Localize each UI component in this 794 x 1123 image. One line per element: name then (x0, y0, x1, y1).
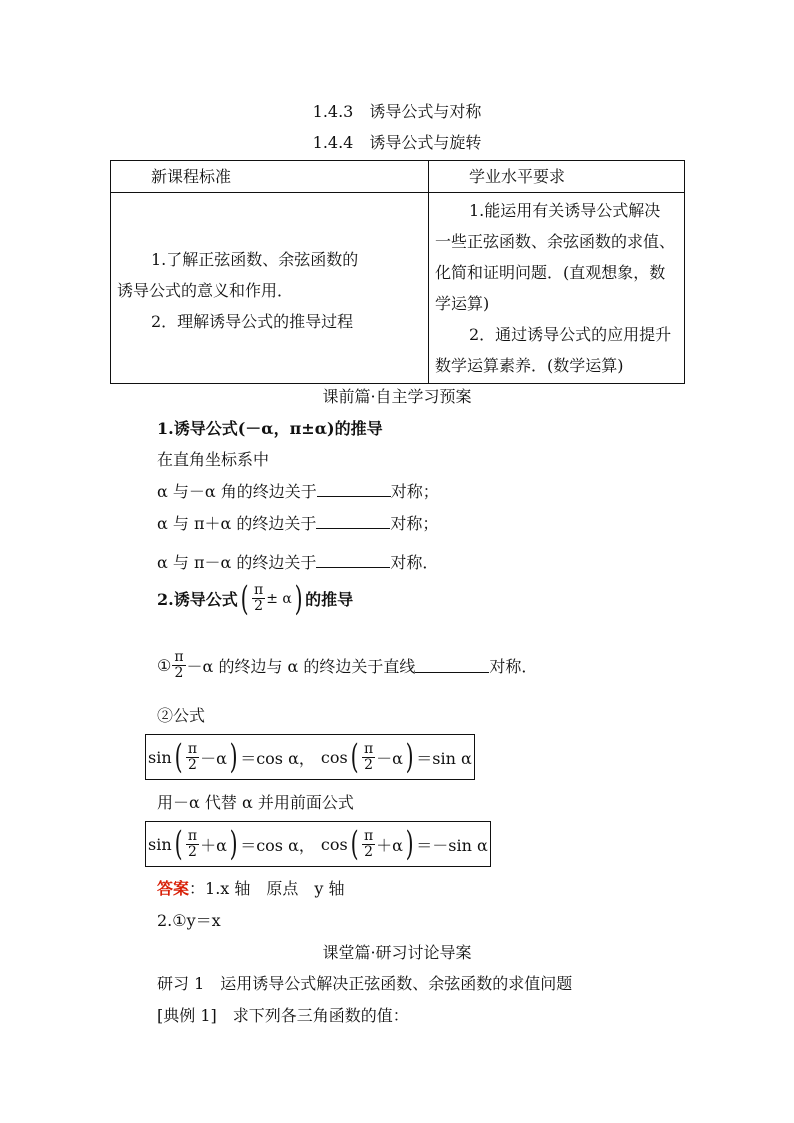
p1-heading: 1.诱导公式(－α，π±α)的推导 (157, 419, 383, 438)
table-cell-standard (111, 193, 429, 384)
p1-line-1: 在直角坐标系中 (157, 450, 270, 469)
example-1: [典例 1] 求下列各三角函数的值： (157, 1006, 409, 1025)
replace-line: 用－α 代替 α 并用前面公式 (157, 793, 354, 812)
pi-over-2: $\frac{\pi}{2}$ (174, 649, 184, 681)
study-1-heading: 研习 1 运用诱导公式解决正弦函数、余弦函数的求值问题 (157, 974, 573, 993)
p1-line-a (157, 479, 439, 502)
standard-line-3: 2．理解诱导公式的推导过程 (151, 311, 354, 331)
answer-text: ：1.x 轴 原点 y 轴 (189, 879, 345, 898)
circ1-text: －α 的终边与 α 的终边关于直线 (186, 657, 416, 676)
requirement-line-1: 1.能运用有关诱导公式解决 (469, 201, 661, 220)
p2-heading-end: 的推导 (305, 590, 354, 609)
requirement-line-2: 一些正弦函数、余弦函数的求值、 (435, 232, 676, 251)
requirement-line-6: 数学运算素养．(数学运算) (435, 356, 624, 375)
answer-line-1 (157, 876, 345, 899)
pi-over-2: $\frac{\pi}{2}$ (187, 740, 198, 773)
formula-box-2: sin ( $\frac{\pi}{2}$ ＋α ) ＝cos α， cos ( $\frac{\pi}{2}$ ＋α ) ＝－sin α (145, 821, 491, 867)
formula-box-1: sin ( $\frac{\pi}{2}$ －α ) ＝cos α， cos ( $\frac{\pi}{2}$ －α ) ＝sin α (145, 734, 475, 780)
section-preview-heading: 课前篇·自主学习预案 (322, 387, 472, 406)
p2-heading: 2.诱导公式 ( $\frac{\pi}{2}$ ± α ) 的推导 (157, 578, 354, 619)
p1-line-c-end: 对称． (390, 553, 439, 572)
circ2-line: ②公式 (157, 706, 206, 725)
requirement-line-5: 2．通过诱导公式的应用提升 (469, 325, 672, 344)
fill-blank (317, 482, 391, 497)
requirement-line-4: 学运算) (435, 294, 490, 313)
p2-heading-pm: ± α (266, 590, 292, 607)
title-1-4-3: 1.4.3 诱导公式与对称 (312, 102, 482, 121)
pi-over-2: $\frac{\pi}{2}$ (253, 582, 264, 614)
title-1-4-4: 1.4.4 诱导公式与旋转 (312, 133, 482, 152)
table-header-standard: 新课程标准 (111, 161, 429, 193)
p1-line-b-end: 对称； (390, 514, 439, 533)
p1-line-c (157, 550, 438, 573)
fill-blank (316, 514, 390, 529)
pi-over-2: $\frac{\pi}{2}$ (363, 827, 374, 860)
standard-line-1: 1.了解正弦函数、余弦函数的 (151, 249, 359, 269)
p1-line-a-end: 对称； (390, 482, 439, 501)
pi-over-2: $\frac{\pi}{2}$ (187, 827, 198, 860)
p1-line-a-text: α 与－α 角的终边关于 (157, 482, 317, 501)
curriculum-standards-table (110, 160, 685, 384)
circled-one: ① (157, 656, 172, 675)
p1-line-b-text: α 与 π＋α 的终边关于 (157, 514, 317, 533)
fill-blank (415, 658, 489, 673)
p1-line-b (157, 511, 438, 534)
table-header-requirement: 学业水平要求 (429, 161, 685, 193)
table-cell-requirement (429, 193, 685, 384)
answer-label: 答案 (157, 879, 190, 898)
circ1-end: 对称． (489, 657, 538, 676)
standard-line-2: 诱导公式的意义和作用． (117, 280, 294, 300)
circ1-line (157, 650, 537, 681)
fill-blank (316, 553, 390, 568)
p1-line-c-text: α 与 π－α 的终边关于 (157, 553, 317, 572)
answer-line-2: 2.①y＝x (157, 911, 221, 930)
pi-over-2: $\frac{\pi}{2}$ (363, 740, 374, 773)
section-classroom-heading: 课堂篇·研习讨论导案 (322, 943, 472, 962)
requirement-line-3: 化简和证明问题．(直观想象，数 (435, 263, 666, 282)
p2-heading-text: 2.诱导公式 (157, 590, 238, 609)
